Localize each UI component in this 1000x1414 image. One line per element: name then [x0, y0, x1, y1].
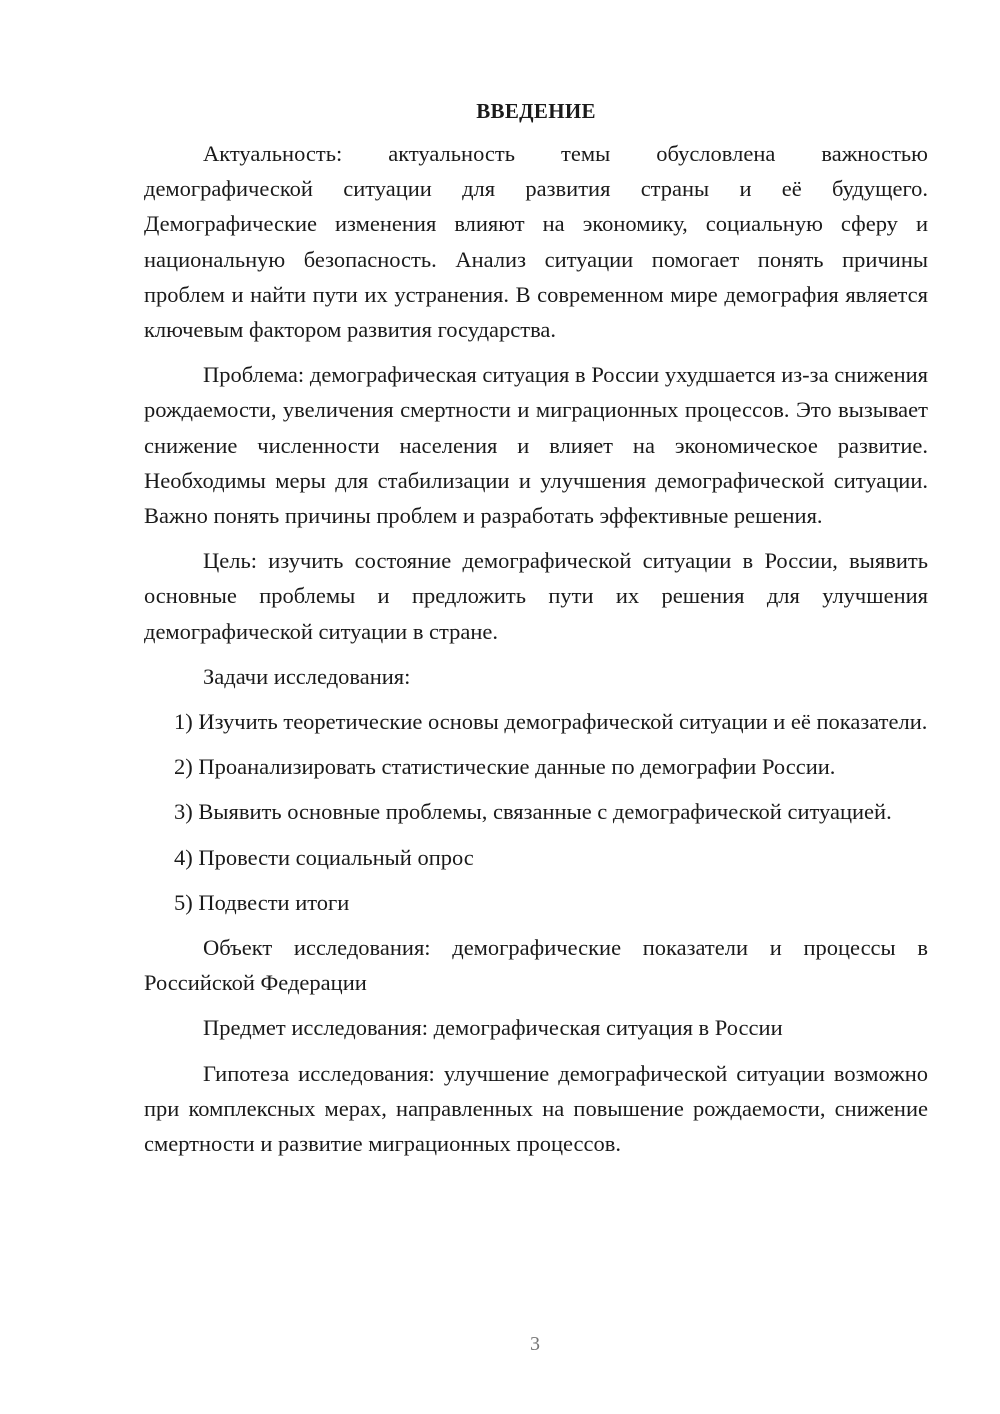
task-item-5: 5) Подвести итоги	[174, 889, 350, 915]
paragraph-goal: Цель: изучить состояние демографической ситуации в России, выявить основные проблемы и предложить пути их решения для улучшения демографической ситуации в стране.	[144, 548, 928, 644]
paragraph-subject: Предмет исследования: демографическая ситуация в России	[203, 1015, 783, 1041]
paragraph-tasks-heading: Задачи исследования:	[203, 663, 411, 689]
paragraph-hypothesis: Гипотеза исследования: улучшение демографической ситуации возможно при комплексных мерах, направленных на повышение рождаемости, снижение смертности и развитие миграционных процессов.	[144, 1060, 928, 1157]
paragraph-relevance: Актуальность: актуальность темы обусловлена важностью демографической ситуации для развития страны и её будущего. Демографические изменения влияют на экономику, социальную сферу и национальную безопасность. Анализ ситуации помогает понять причины проблем и найти пути их устранения. В современном мире демография является ключевым фактором развития государства.	[144, 141, 928, 343]
task-item-1: 1) Изучить теоретические основы демографической ситуации и её показатели.	[174, 709, 928, 735]
paragraph-object: Объект исследования: демографические показатели и процессы в Российской Федерации	[144, 935, 928, 996]
paragraph-problem: Проблема: демографическая ситуация в России ухудшается из-за снижения рождаемости, увеличения смертности и миграционных процессов. Это вызывает снижение численности населения и влияет на экономическое развитие. Необходимы меры для стабилизации и улучшения демографической ситуации. Важно понять причины проблем и разработать эффективные решения.	[144, 362, 928, 529]
page-number: 3	[530, 1333, 540, 1355]
page-title: ВВЕДЕНИЕ	[476, 99, 596, 123]
document-page	[144, 96, 928, 1171]
task-item-4: 4) Провести социальный опрос	[174, 844, 474, 870]
task-item-3: 3) Выявить основные проблемы, связанные с демографической ситуацией.	[174, 799, 892, 825]
task-item-2: 2) Проанализировать статистические данные по демографии России.	[174, 754, 836, 780]
